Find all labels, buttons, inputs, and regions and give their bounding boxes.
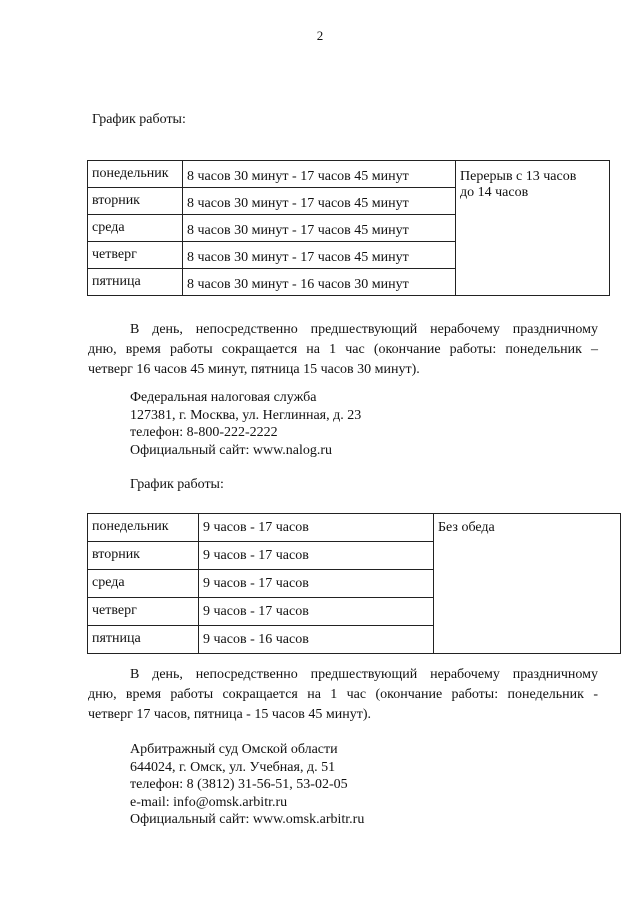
organization-address: 127381, г. Москва, ул. Неглинная, д. 23	[130, 407, 362, 423]
schedule-heading: График работы:	[92, 112, 186, 127]
day-cell: понедельник	[88, 514, 199, 542]
organization-contacts	[130, 389, 361, 459]
organization-name: Арбитражный суд Омской области	[130, 742, 338, 757]
schedule-table	[87, 513, 621, 654]
break-note-cell	[456, 161, 610, 296]
paragraph-line: В день, непосредственно предшествующий нерабочему праздничному	[130, 667, 598, 682]
schedule-heading: График работы:	[130, 477, 224, 492]
day-cell: вторник	[88, 188, 183, 215]
organization-phone: телефон: 8-800-222-2222	[130, 425, 278, 440]
day-cell: пятница	[88, 626, 199, 654]
holiday-note-paragraph	[88, 665, 598, 725]
day-cell: среда	[88, 570, 199, 598]
paragraph-line: дню, время работы сокращается на 1 час (окончание работы: понедельник –	[88, 342, 598, 357]
organization-phone: телефон: 8 (3812) 31-56-51, 53-02-05	[130, 777, 348, 792]
hours-cell: 8 часов 30 минут - 16 часов 30 минут	[183, 269, 456, 296]
break-note-line: до 14 часов	[460, 185, 529, 200]
hours-cell: 9 часов - 17 часов	[199, 570, 434, 598]
paragraph-line: дню, время работы сокращается на 1 час (окончание работы: понедельник -	[88, 687, 598, 702]
hours-cell: 8 часов 30 минут - 17 часов 45 минут	[183, 242, 456, 269]
organization-email: e-mail: info@omsk.arbitr.ru	[130, 794, 288, 810]
hours-cell: 8 часов 30 минут - 17 часов 45 минут	[183, 215, 456, 242]
break-note-line: Перерыв с 13 часов	[460, 169, 577, 184]
page-number: 2	[316, 28, 324, 43]
organization-site: Официальный сайт: www.omsk.arbitr.ru	[130, 812, 365, 827]
paragraph-line: четверг 16 часов 45 минут, пятница 15 часов 30 минут).	[88, 362, 420, 377]
day-cell: среда	[88, 215, 183, 242]
hours-cell: 9 часов - 16 часов	[199, 626, 434, 654]
schedule-table	[87, 160, 610, 296]
break-note-cell: Без обеда	[434, 514, 621, 654]
organization-address: 644024, г. Омск, ул. Учебная, д. 51	[130, 759, 336, 775]
hours-cell: 9 часов - 17 часов	[199, 514, 434, 542]
hours-cell: 9 часов - 17 часов	[199, 598, 434, 626]
day-cell: пятница	[88, 269, 183, 296]
table-row	[88, 514, 621, 542]
hours-cell: 8 часов 30 минут - 17 часов 45 минут	[183, 188, 456, 215]
hours-cell: 9 часов - 17 часов	[199, 542, 434, 570]
day-cell: понедельник	[88, 161, 183, 188]
hours-cell: 8 часов 30 минут - 17 часов 45 минут	[183, 161, 456, 188]
day-cell: вторник	[88, 542, 199, 570]
holiday-note-paragraph	[88, 320, 598, 380]
organization-site: Официальный сайт: www.nalog.ru	[130, 442, 333, 458]
paragraph-line: четверг 17 часов, пятница - 15 часов 45 минут).	[88, 707, 372, 722]
organization-contacts	[130, 741, 364, 829]
day-cell: четверг	[88, 598, 199, 626]
day-cell: четверг	[88, 242, 183, 269]
organization-name: Федеральная налоговая служба	[130, 390, 317, 405]
table-row	[88, 161, 610, 188]
paragraph-line: В день, непосредственно предшествующий нерабочему праздничному	[130, 322, 598, 337]
